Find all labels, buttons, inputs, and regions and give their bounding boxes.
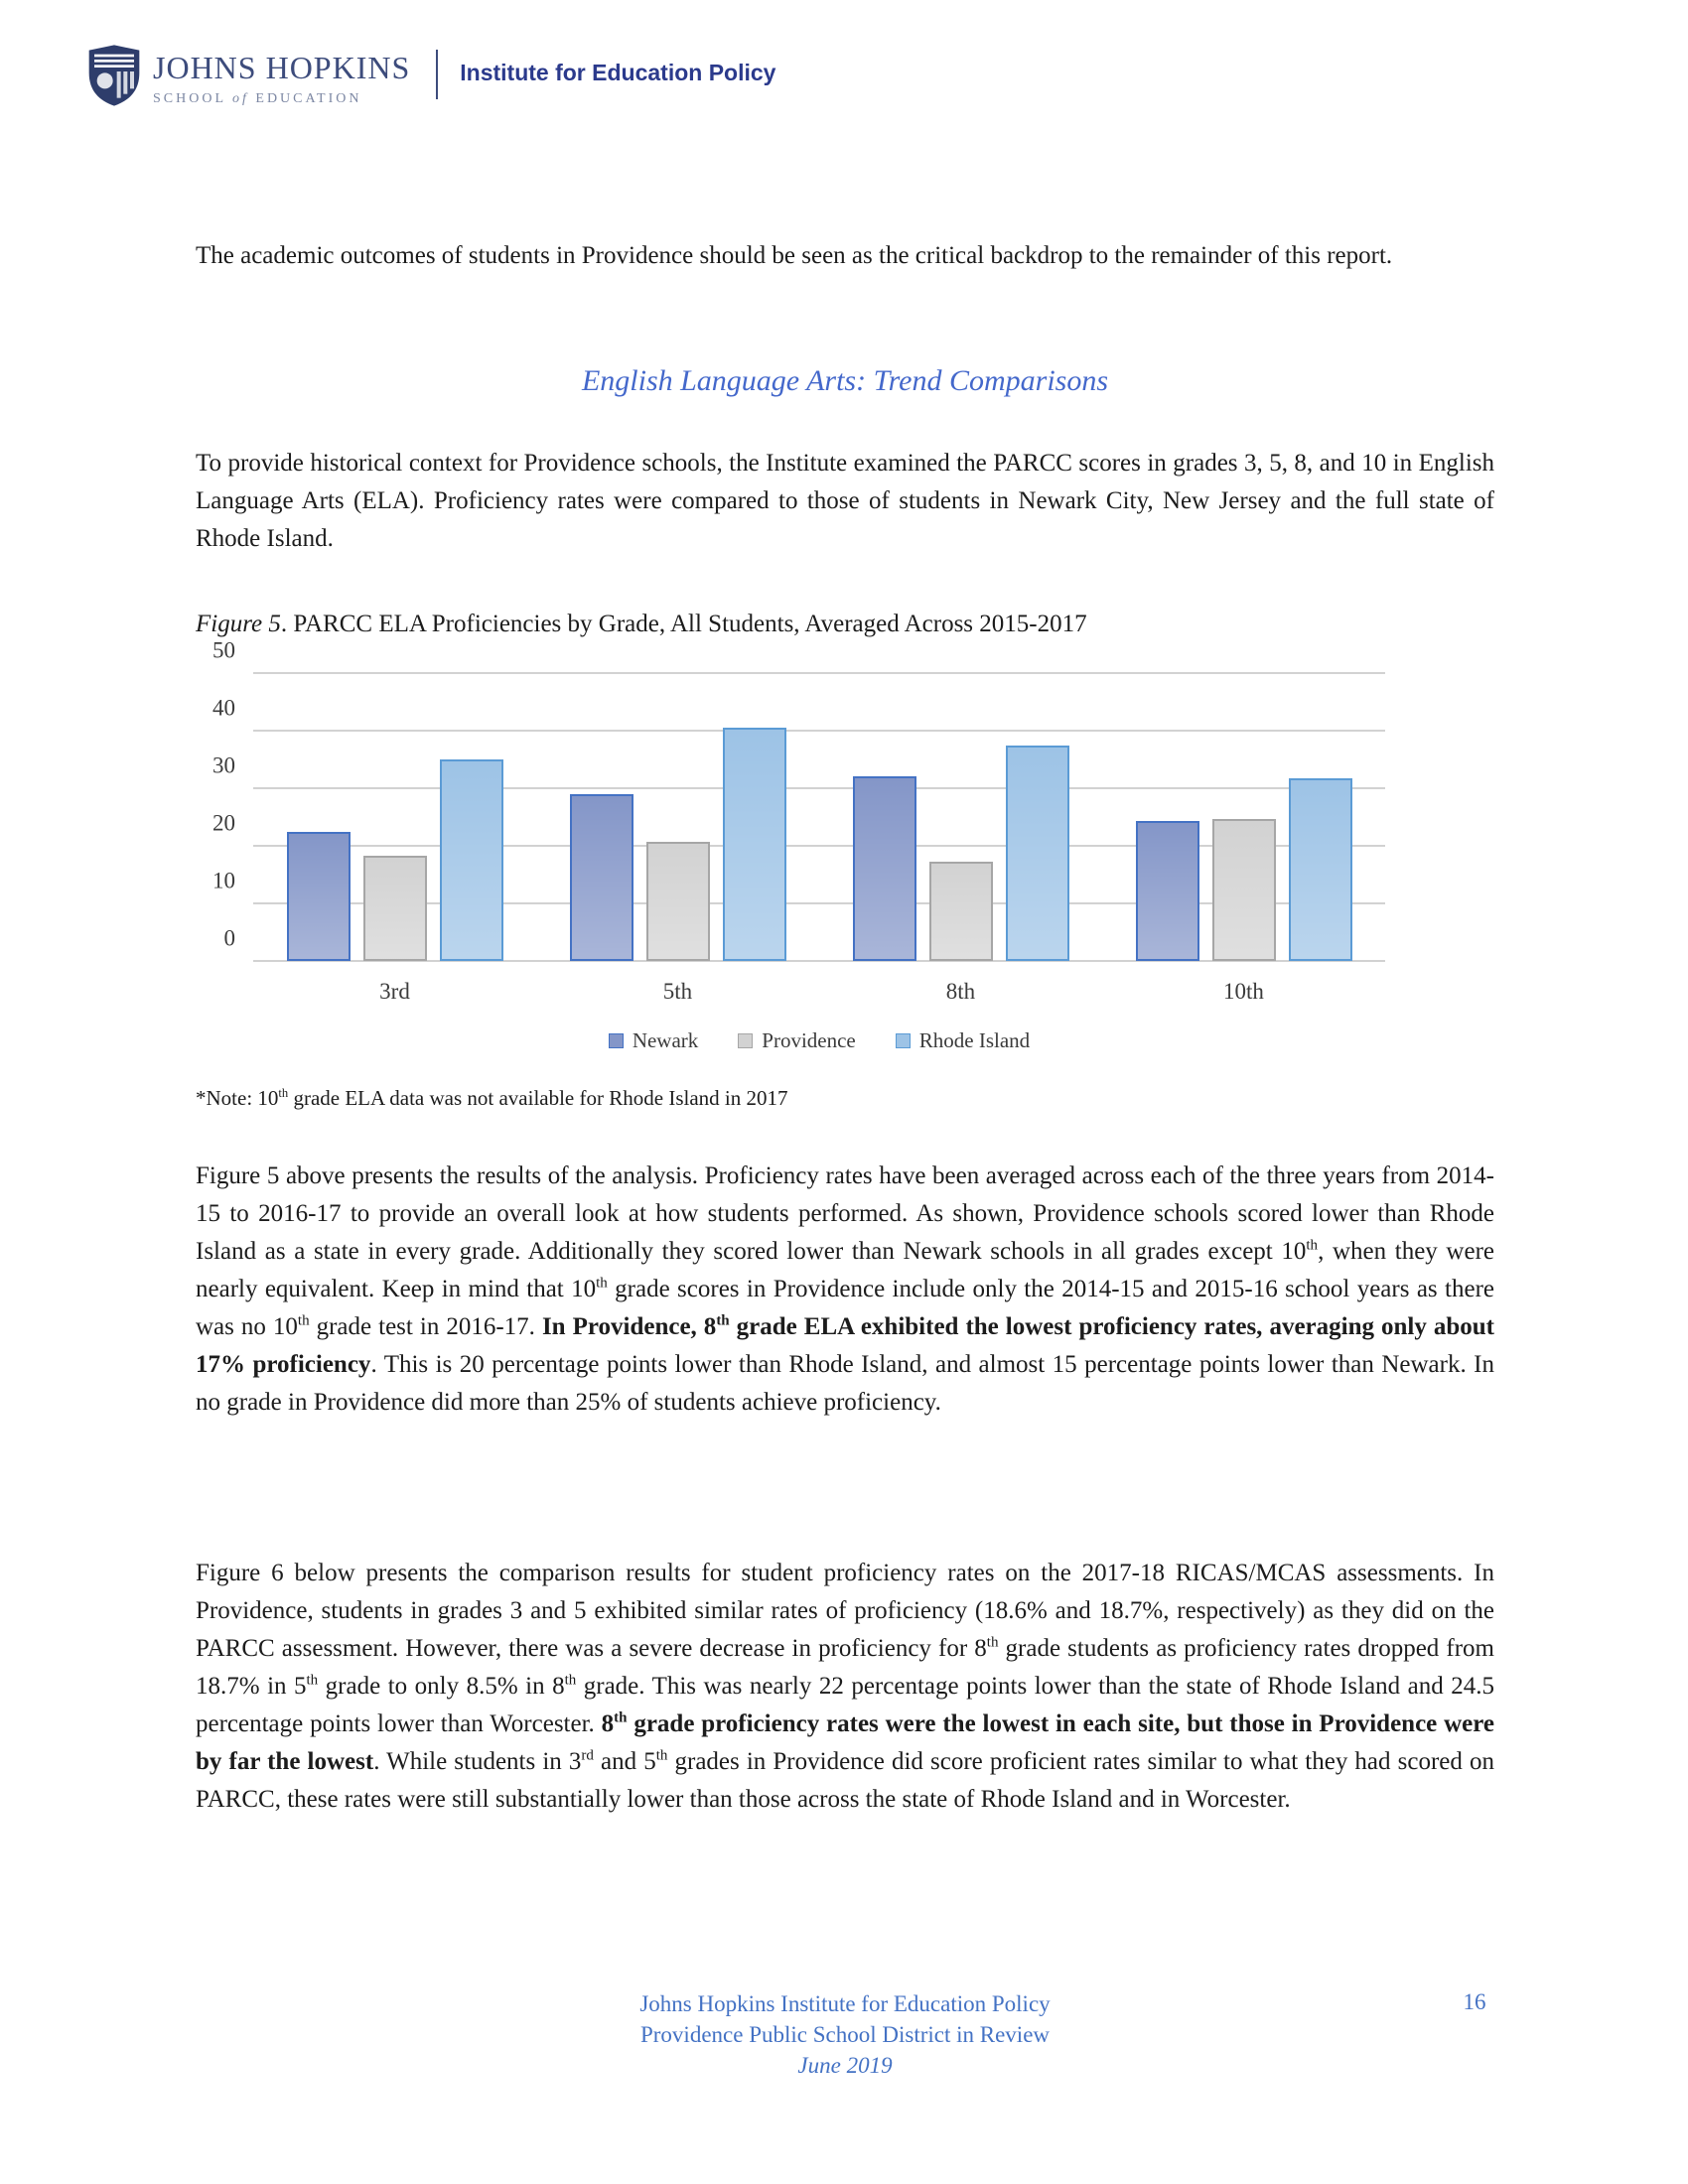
text-run: Figure 5 <box>196 611 281 637</box>
y-axis-tick-50: 50 <box>212 637 235 663</box>
bar-newark-3rd <box>287 832 351 962</box>
text-run: grade scores in Providence include only the 2014-15 and 2015-16 school years as there was no 10 <box>196 1276 1494 1340</box>
text-run: rd <box>581 1747 594 1764</box>
text-run: grade students as proficiency rates dropped from 18.7% in 5 <box>196 1635 1494 1700</box>
bar-group-8th <box>819 673 1102 961</box>
x-axis-label-8th: 8th <box>945 979 976 1004</box>
text-run: grades in Providence did score proficient rates similar to what they had scored on PARCC, these rates were still substantially lower than those across the state of Rhode Island and in Worcester. <box>196 1748 1494 1813</box>
bar-newark-10th <box>1136 821 1199 961</box>
legend-swatch-icon <box>609 1033 624 1048</box>
johns-hopkins-shield-icon <box>87 44 141 107</box>
x-axis-label-3rd: 3rd <box>379 979 410 1004</box>
bar-providence-10th <box>1212 819 1276 961</box>
text-run: , when they were nearly equivalent. Keep in mind that 10 <box>196 1238 1494 1302</box>
text-run: th <box>278 1086 289 1100</box>
chart-bars <box>253 673 1385 961</box>
text-run: th <box>716 1312 730 1329</box>
section-heading: English Language Arts: Trend Comparisons <box>581 364 1109 397</box>
text-run: grade ELA exhibited the lowest proficiency rates, averaging only about 17% proficiency <box>196 1313 1494 1378</box>
text-run: th <box>596 1275 608 1292</box>
text-run: *Note: 10 <box>196 1086 279 1110</box>
text-run: Figure 5 above presents the results of the analysis. Proficiency rates have been averaged across each of the three years from 2014-15 to 2016-17 to provide an overall look at how students performed. As shown, Providence schools scored lower than Rhode Island as a state in every grade. Additionally they scored lower than Newark schools in all grades except 10 <box>196 1162 1494 1265</box>
institute-name: Institute for Education Policy <box>460 60 776 85</box>
text-run: th <box>564 1672 577 1689</box>
analysis-paragraph <box>196 1158 1494 1422</box>
text-run: grade proficiency rates were the lowest in each site, but those in Providence were by far the lowest <box>196 1710 1494 1775</box>
y-axis-tick-0: 0 <box>223 925 235 951</box>
legend-swatch-icon <box>738 1033 753 1048</box>
bar-group-10th <box>1102 673 1385 961</box>
footer-line-2: Providence Public School District in Review <box>639 2022 1051 2047</box>
text-run: To provide historical context for Providence schools, the Institute examined the PARCC scores in grades 3, 5, 8, and 10 in English Language Arts (ELA). Proficiency rates were compared to those of students in Newark City, New Jersey and the full state of Rhode Island. <box>196 450 1494 552</box>
legend-label: Newark <box>632 1028 699 1052</box>
footer-line-1: Johns Hopkins Institute for Education Policy <box>639 1991 1051 2016</box>
page-footer <box>196 1988 1494 2081</box>
legend-label: Providence <box>762 1028 856 1052</box>
text-run: . PARCC ELA Proficiencies by Grade, All Students, Averaged Across 2015-2017 <box>280 611 1087 637</box>
legend-swatch-icon <box>896 1033 911 1048</box>
text-run: Figure 6 below presents the comparison results for student proficiency rates on the 2017-18 RICAS/MCAS assessments. In Providence, students in grades 3 and 5 exhibited similar rates of proficiency (18.6% and 18.7%, respectively) as they did on the PARCC assessment. However, there was a severe decrease in proficiency for 8 <box>196 1560 1494 1662</box>
text-run: 8 <box>601 1710 615 1737</box>
text-run: of <box>232 91 249 106</box>
chart-legend <box>253 1028 1385 1053</box>
text-run: grade. This was nearly 22 percentage points lower than the state of Rhode Island and 24.5 percentage points lower than Worcester. <box>196 1673 1494 1737</box>
bar-rhode-island-3rd <box>440 759 503 961</box>
bar-providence-3rd <box>363 856 427 961</box>
text-run: and 5 <box>593 1748 656 1775</box>
text-run: grade to only 8.5% in 8 <box>318 1673 565 1700</box>
text-run: EDUCATION <box>248 91 362 106</box>
brand-school <box>153 91 410 107</box>
text-run: th <box>306 1672 319 1689</box>
x-axis-label-10th: 10th <box>1223 979 1264 1004</box>
chart-plot <box>212 637 1385 961</box>
text-run: . This is 20 percentage points lower than Rhode Island, and almost 15 percentage points lower than Newark. In no grade in Providence did more than 25% of students achieve proficiency. <box>196 1351 1494 1416</box>
figure-5-caption <box>196 606 1494 643</box>
bar-group-5th <box>536 673 819 961</box>
text-run: grade ELA data was not available for Rhode Island in 2017 <box>288 1086 788 1110</box>
bar-rhode-island-8th <box>1006 746 1069 961</box>
y-axis-tick-40: 40 <box>212 695 235 721</box>
x-axis-label-5th: 5th <box>662 979 693 1004</box>
text-run: The academic outcomes of students in Providence should be seen as the critical backdrop to the remainder of this report. <box>196 242 1393 269</box>
text-run: th <box>1306 1237 1319 1254</box>
text-run: In Providence, 8 <box>541 1313 717 1340</box>
text-run: th <box>986 1634 999 1651</box>
y-axis-tick-30: 30 <box>212 752 235 778</box>
text-run: grade test in 2016-17. <box>309 1313 542 1340</box>
bar-newark-8th <box>853 776 916 961</box>
text-run: SCHOOL <box>153 91 232 106</box>
header-divider <box>436 50 438 99</box>
text-run: th <box>297 1312 310 1329</box>
legend-label: Rhode Island <box>918 1028 1031 1052</box>
bar-rhode-island-10th <box>1289 778 1352 961</box>
page-header <box>87 44 775 107</box>
legend-item-providence <box>738 1028 855 1053</box>
context-paragraph <box>196 445 1494 558</box>
figure6-paragraph <box>196 1555 1494 1819</box>
y-axis-tick-10: 10 <box>212 868 235 893</box>
brand-text <box>153 44 410 107</box>
legend-item-newark <box>609 1028 698 1053</box>
bar-rhode-island-5th <box>723 728 786 961</box>
footer-date: June 2019 <box>797 2053 893 2078</box>
chart-note <box>196 1084 1494 1112</box>
page-number: 16 <box>1463 1989 1486 2014</box>
chart-x-labels <box>253 979 1385 1005</box>
bar-providence-5th <box>646 842 710 961</box>
y-axis-tick-20: 20 <box>212 810 235 836</box>
bar-group-3rd <box>253 673 536 961</box>
text-run: th <box>614 1709 628 1726</box>
text-run: th <box>655 1747 668 1764</box>
intro-paragraph <box>196 237 1494 275</box>
legend-item-rhode-island <box>896 1028 1030 1053</box>
text-run: . While students in 3 <box>373 1748 582 1775</box>
bar-providence-8th <box>929 862 993 961</box>
brand-name: JOHNS HOPKINS <box>153 50 411 85</box>
bar-newark-5th <box>570 794 633 961</box>
